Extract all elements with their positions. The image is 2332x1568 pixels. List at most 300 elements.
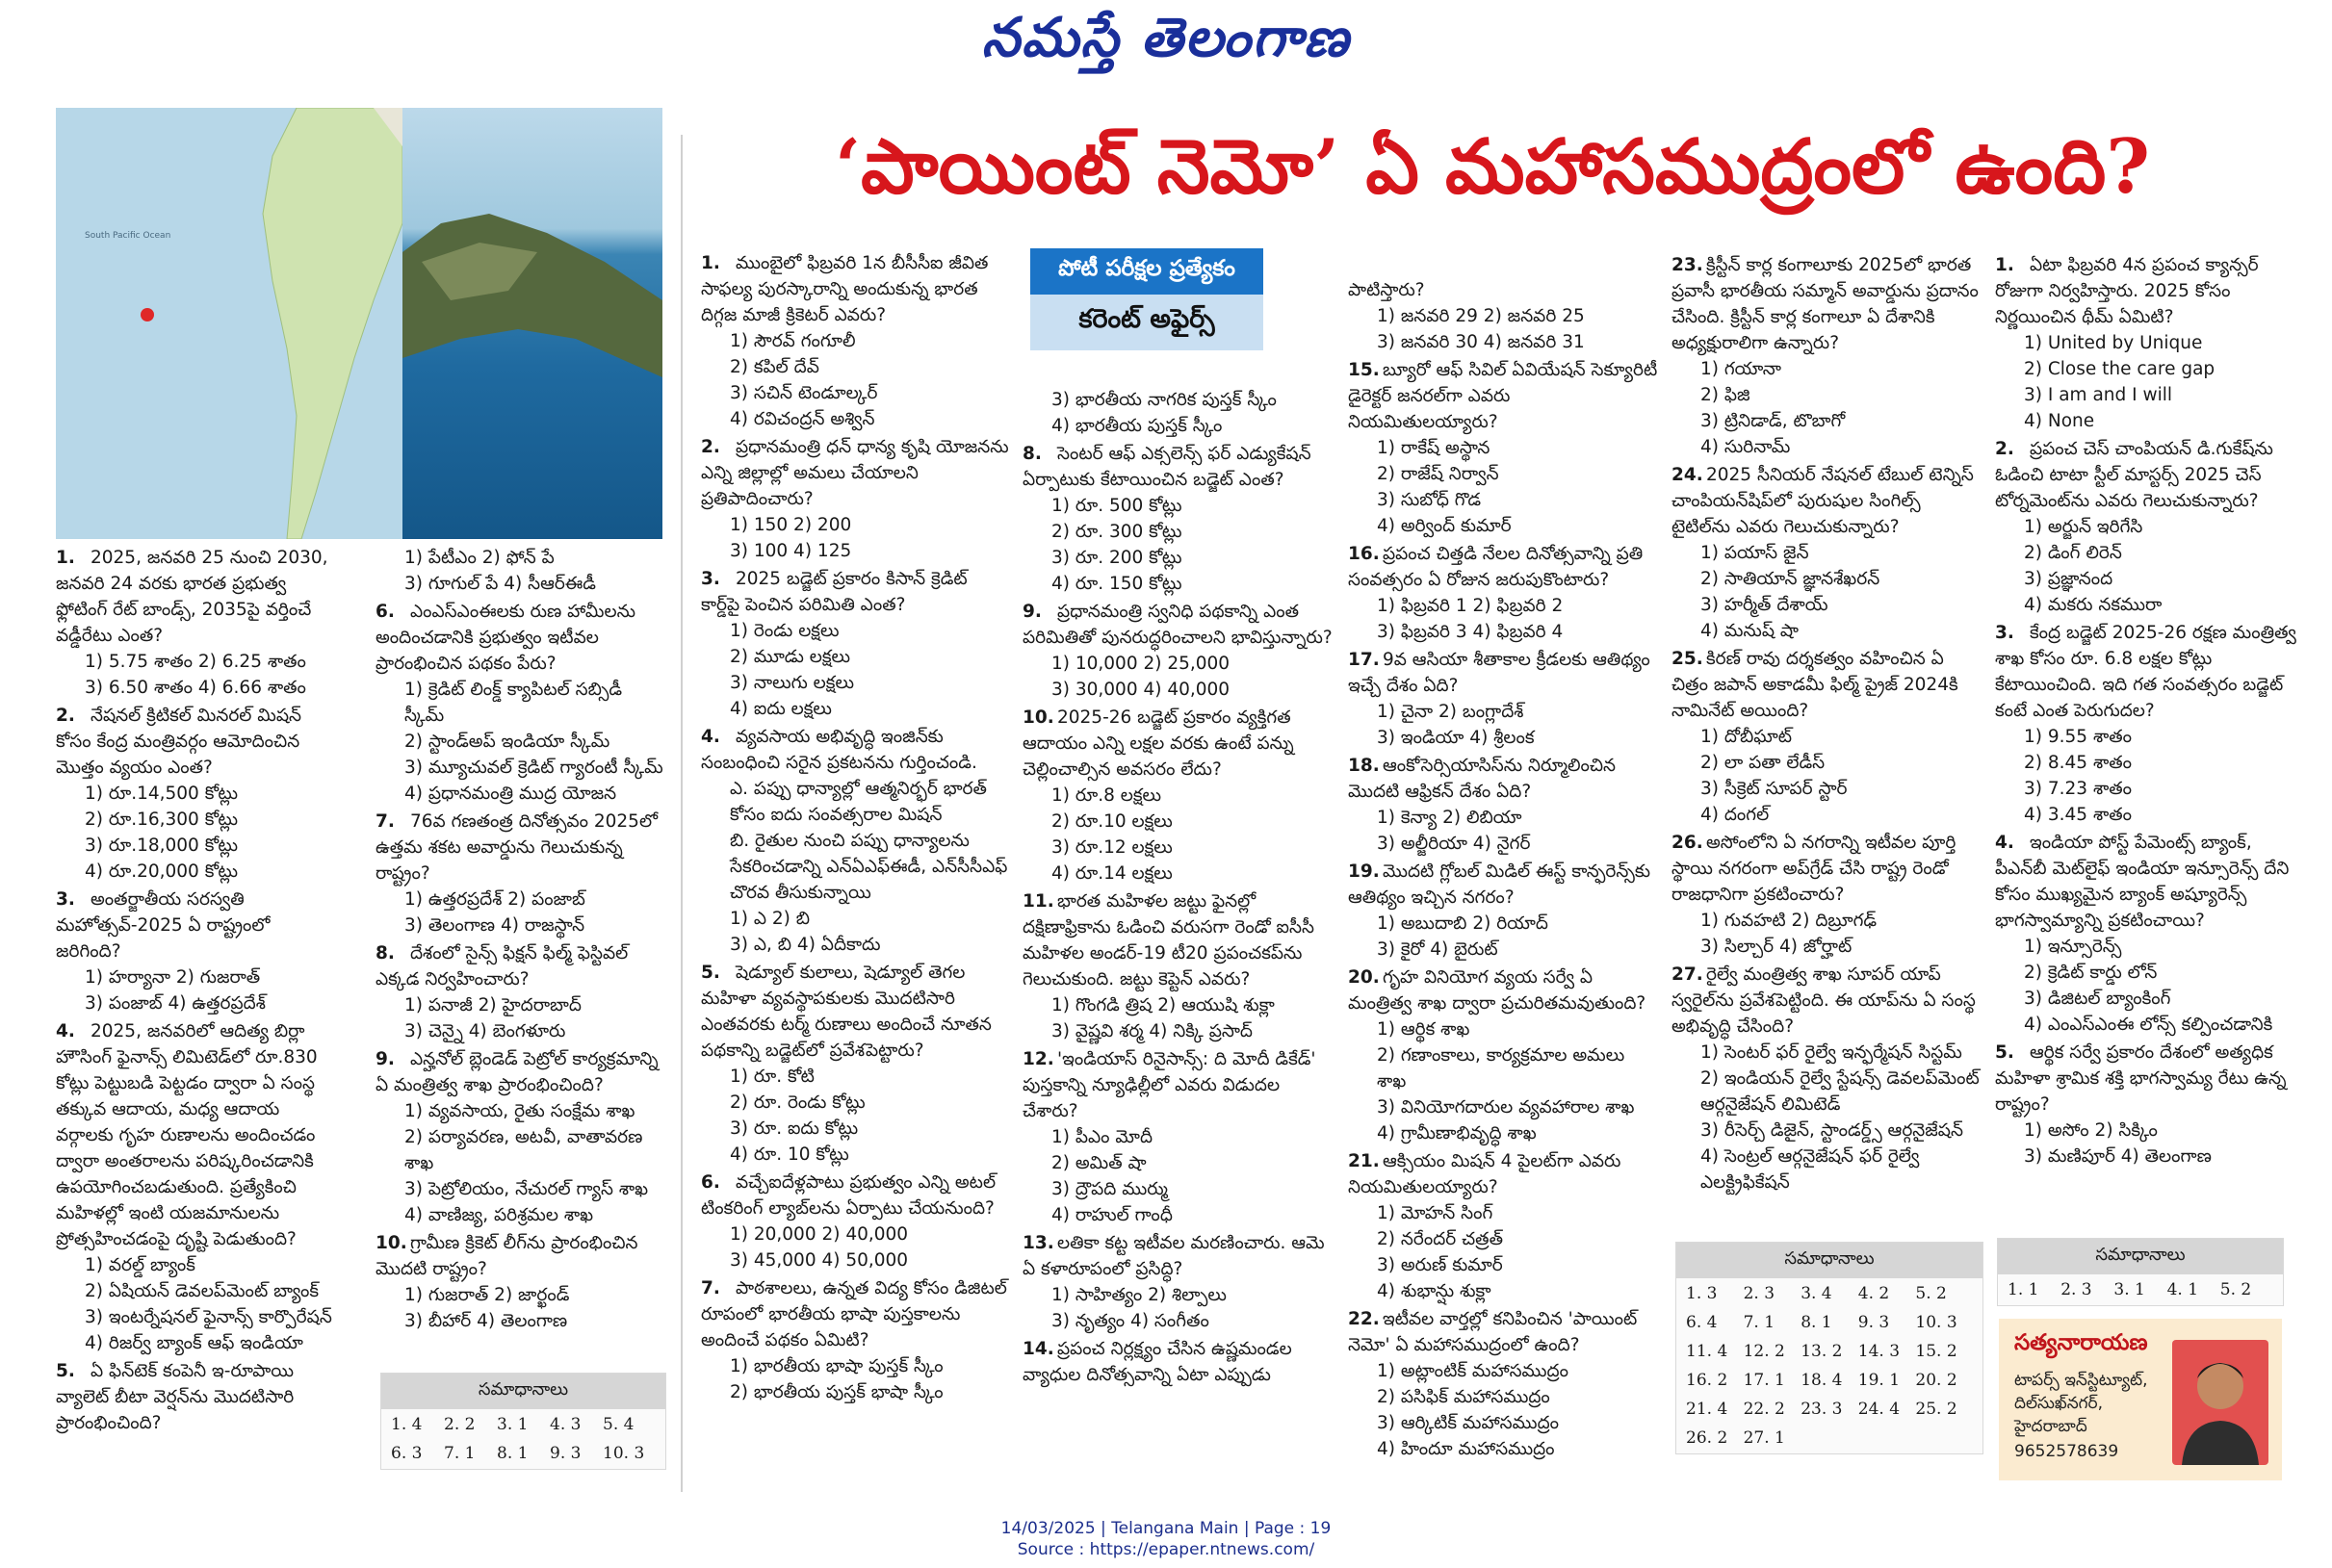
answer-entry: 3. 4 — [1801, 1284, 1832, 1303]
question-number: 23. — [1671, 255, 1703, 275]
question-item — [701, 1170, 1011, 1273]
option-text: 4) రూ.14 లక్షలు — [1051, 863, 1173, 884]
question-item — [376, 1230, 664, 1334]
column-6 — [1671, 252, 1982, 1197]
answer-entry: 1. 1 — [2008, 1280, 2039, 1299]
question-item — [1023, 705, 1333, 887]
answer-entry: 9. 3 — [550, 1444, 582, 1463]
question-number: 18. — [1348, 756, 1380, 776]
option-text: 3) ట్రినిడాడ్, టొబాగో — [1700, 411, 1846, 431]
question-text: ప్రపంచ చిత్తడి నేలల దినోత్సవాన్ని ప్రతి సంవత్సరం ఏ రోజున జరుపుకొంటారు? — [1348, 544, 1644, 590]
question-text: 9వ ఆసియా శీతాకాల క్రీడలకు ఆతిథ్యం ఇచ్చే దేశం ఏది? — [1348, 650, 1650, 696]
option-text: 4) భారతీయ పుస్తక్ స్కీం — [1051, 416, 1223, 436]
badge-bottom-label: కరెంట్ అఫైర్స్ — [1030, 295, 1263, 350]
option-text: 3) రూ.12 లక్షలు — [1051, 837, 1173, 858]
ocean-photo — [402, 108, 662, 539]
answers-title: సమాధానాలు — [381, 1374, 665, 1409]
option-text: 4) రిజర్వ్ బ్యాంక్ ఆఫ్ ఇండియా — [85, 1333, 303, 1353]
option-text: బి. రైతుల నుంచి పప్పు ధాన్యాలను సేకరించడాన్ని ఎన్ఏఎఫ్ఈడీ, ఎన్‌సీసీఎఫ్ చొరవ తీసుకున్నాయి — [730, 831, 1008, 903]
option-text: 3) సచిన్ టెండూల్కర్ — [730, 383, 878, 403]
question-number: 8. — [376, 943, 395, 964]
question-text: సెంటర్ ఆఫ్ ఎక్సలెన్స్ ఫర్ ఎడ్యుకేషన్ ఏర్పాటుకు కేటాయించిన బడ్జెట్ ఎంత? — [1023, 444, 1311, 490]
question-item — [1671, 830, 1982, 960]
option-text: 3) నాలుగు లక్షలు — [730, 673, 854, 693]
answer-entry: 9. 3 — [1857, 1313, 1890, 1332]
question-number: 15. — [1348, 360, 1380, 380]
option-text: 2) క్రెడిట్ కార్డు లోన్ — [2024, 963, 2158, 983]
option-text: 3) మ్యూచువల్ క్రెడిట్ గ్యారంటీ స్కీమ్ — [404, 758, 663, 778]
question-item — [1995, 436, 2301, 618]
question-item — [56, 703, 340, 885]
question-number: 1. — [1995, 255, 2014, 275]
question-item — [1995, 830, 2301, 1038]
answer-entry: 6. 3 — [391, 1444, 423, 1463]
answer-entry: 8. 1 — [497, 1444, 529, 1463]
answer-entry: 7. 1 — [444, 1444, 476, 1463]
answers-box-1 — [380, 1373, 666, 1470]
answer-entry: 5. 4 — [603, 1415, 635, 1434]
answer-entry: 11. 4 — [1686, 1342, 1728, 1361]
question-item — [376, 809, 664, 938]
option-text: 1) కెన్యా 2) లిబియా — [1377, 808, 1522, 828]
option-text: 1) రూ.14,500 కోట్లు — [85, 784, 239, 804]
option-text: 3) గూగుల్ పే 4) సీఆర్ఈడీ — [404, 574, 596, 594]
option-text: 4) రూ. 150 కోట్లు — [1051, 574, 1182, 594]
question-text: వచ్చేఐదేళ్లపాటు ప్రభుత్వం ఎన్ని అటల్ టింకరింగ్ ల్యాబ్‌లను ఏర్పాటు చేయనుంది? — [701, 1172, 997, 1219]
question-item — [1671, 252, 1982, 460]
answer-entry: 27. 1 — [1743, 1428, 1785, 1448]
option-text: 3) రీసెర్చ్ డిజైన్, స్టాండర్డ్స్ ఆర్గనైజేషన్ — [1700, 1120, 1963, 1141]
question-item — [1348, 647, 1658, 751]
question-text: 2025, జనవరిలో ఆదిత్య బిర్లా హౌసింగ్ ఫైనాన్స్ లిమిటెడ్‌లో రూ.830 కోట్లు పెట్టుబడి పెట్టడం ద్వారా ఏ సంస్థ తక్కువ ఆదాయ, మధ్య ఆదాయ వర్గాలకు గృహ రుణాలను అందించడం ద్వారా అంతరాలను పరిష్కరించడానికి ఉపయోగించబడుతుంది. ప్రత్యేకించి మహిళల్లో ఇంటి యజమానులను ప్రోత్సహించడంపై దృష్టి పెడుతుంది? — [56, 1021, 318, 1249]
option-text: 4) గ్రామీణాభివృద్ధి శాఖ — [1377, 1123, 1537, 1144]
option-text: 3) చెన్నై 4) బెంగళూరు — [404, 1021, 566, 1041]
question-text: అసోంలోని ఏ నగరాన్ని ఇటీవల పూర్తి స్థాయి నగరంగా అప్‌గ్రేడ్ చేసి రాష్ట్ర రెండో రాజధానిగా ప్రకటించారు? — [1671, 833, 1956, 905]
option-text: 1) పనాజీ 2) హైదరాబాద్ — [404, 995, 582, 1015]
question-number: 24. — [1671, 465, 1703, 485]
question-number: 22. — [1348, 1309, 1380, 1329]
option-text: 3) I am and I will — [2024, 385, 2173, 405]
option-text: 1) అర్జున్ ఇరిగేసి — [2024, 517, 2143, 537]
option-text: 1) పేటీఎం 2) ఫోన్ పే — [404, 548, 555, 568]
option-text: 3) 45,000 4) 50,000 — [730, 1250, 909, 1271]
question-number: 17. — [1348, 650, 1380, 670]
question-text: ఏ ఫిన్‌టెక్ కంపెనీ ఇ-రూపాయి వ్యాలెట్ బీటా వెర్షన్‌ను మొదటిసారి ప్రారంభించింది? — [56, 1361, 295, 1433]
answers-title: సమాధానాలు — [1998, 1239, 2283, 1274]
option-text: 2) నరేందర్ చత్రత్ — [1377, 1229, 1503, 1249]
column-1 — [56, 545, 340, 1438]
world-map — [56, 108, 402, 539]
answer-entry: 3. 1 — [2113, 1280, 2145, 1299]
answer-entry: 26. 2 — [1686, 1428, 1728, 1448]
option-text: 1) రూ.8 లక్షలు — [1051, 785, 1162, 806]
option-text: 1) ఉత్తరప్రదేశ్ 2) పంజాబ్ — [404, 889, 585, 910]
option-text: 1) రూ. 500 కోట్లు — [1051, 496, 1182, 516]
question-number: 2. — [56, 706, 75, 726]
question-item — [1671, 462, 1982, 644]
question-number: 6. — [376, 602, 395, 622]
question-text: ఆక్సియం మిషన్ 4 పైలట్‌గా ఎవరు నియమితులయ్యారు? — [1348, 1151, 1621, 1197]
question-text: 2025-26 బడ్జెట్ ప్రకారం వ్యక్తిగత ఆదాయం ఎన్ని లక్షల వరకు ఉంటే పన్ను చెల్లించాల్సిన అవసరం లేదు? — [1023, 707, 1294, 780]
option-text: 1) ఫిబ్రవరి 1 2) ఫిబ్రవరి 2 — [1377, 596, 1564, 616]
question-text: ఎన్హనోల్ బ్లెండెడ్ పెట్రోల్ కార్యక్రమాన్ని ఏ మంత్రిత్వ శాఖ ప్రారంభించింది? — [376, 1049, 659, 1095]
option-text: 4) వాణిజ్య, పరిశ్రమల శాఖ — [404, 1205, 594, 1225]
option-text: 2) లా పతా లేడీస్ — [1700, 753, 1826, 773]
question-number: 3. — [1995, 623, 2014, 643]
question-item — [1348, 541, 1658, 645]
location-pin-icon — [141, 308, 154, 321]
question-number: 5. — [1995, 1042, 2014, 1063]
question-text: ముంబైలో ఫిబ్రవరి 1న బీసీసీఐ జీవిత సాఫల్య పురస్కారాన్ని అందుకున్న భారత దిగ్గజ మాజీ క్రికెటర్ ఎవరు? — [701, 253, 989, 325]
question-number: 19. — [1348, 861, 1380, 882]
column-2 — [376, 545, 664, 1336]
column-5 — [1348, 277, 1658, 1464]
question-number: 7. — [376, 811, 395, 832]
question-number: 12. — [1023, 1049, 1054, 1069]
question-text: ప్రపంచ చెస్ చాంపియన్ డి.గుకేష్‌ను ఓడించి టాటా స్టీల్ మాస్టర్స్ 2025 చెస్ టోర్నమెంట్‌ను ఎవరు గెలుచుకున్నారు? — [1995, 439, 2273, 511]
question-item — [1348, 1306, 1658, 1462]
option-text: 4) అర్వింద్ కుమార్ — [1377, 516, 1512, 536]
question-number: 7. — [701, 1278, 720, 1298]
option-text: 4) None — [2024, 411, 2095, 431]
answer-entry: 3. 1 — [497, 1415, 529, 1434]
question-text: ప్రపంచ నిర్లక్ష్యం చేసిన ఉష్ణమండల వ్యాధుల దినోత్సవాన్ని ఏటా ఎప్పుడు — [1023, 1339, 1292, 1385]
answers-box-3 — [1997, 1238, 2284, 1306]
answer-entry: 2. 2 — [444, 1415, 476, 1434]
option-text: 3) పెట్రోలియం, నేచురల్ గ్యాస్ శాఖ — [404, 1179, 649, 1199]
option-text: 3) తెలంగాణ 4) రాజస్థాన్ — [404, 915, 585, 936]
option-text: 1) ఎ 2) బి — [730, 909, 811, 929]
option-text: 4) సెంట్రల్ ఆర్గనైజేషన్ ఫర్ రైల్వే ఎలక్ట్రిఫికేషన్ — [1700, 1146, 1920, 1193]
option-text: 3) డిజిటల్ బ్యాంకింగ్ — [2024, 989, 2171, 1009]
option-text: 1) వ్యవసాయ, రైతు సంక్షేమ శాఖ — [404, 1101, 635, 1121]
question-item — [1995, 252, 2301, 434]
question-text: రైల్వే మంత్రిత్వ శాఖ సూపర్ యాప్ స్వరైల్‌ను ప్రవేశపెట్టింది. ఈ యాప్‌ను ఏ సంస్థ అభివృద్ధి చేసింది? — [1671, 964, 1976, 1037]
question-number: 5. — [56, 1361, 75, 1381]
option-text: 1) అబుదాబి 2) రియాద్ — [1377, 913, 1548, 934]
question-text: అంతర్జాతీయ సరస్వతి మహోత్సవ్-2025 ఏ రాష్ట్రంలో జరిగింది? — [56, 889, 271, 962]
question-item — [1995, 1040, 2301, 1170]
question-number: 10. — [376, 1233, 407, 1253]
question-text: గ్రామీణ క్రికెట్ లీగ్‌ను ప్రారంభించిన మొదటి రాష్ట్రం? — [376, 1233, 638, 1279]
option-text: 2) 8.45 శాతం — [2024, 753, 2133, 773]
option-text: 3) ఇండియా 4) శ్రీలంక — [1377, 728, 1535, 748]
question-number: 9. — [1023, 602, 1042, 622]
option-text: 1) అట్లాంటిక్ మహాసముద్రం — [1377, 1361, 1568, 1381]
option-text: 3) సుబోధ్ గొడ — [1377, 490, 1482, 510]
option-text: 3) ఇంటర్నేషనల్ ఫైనాన్స్ కార్పొరేషన్ — [85, 1307, 332, 1327]
option-text: 3) జనవరి 30 4) జనవరి 31 — [1377, 332, 1585, 352]
option-text: 3) బీహార్ 4) తెలంగాణ — [404, 1311, 568, 1331]
answer-entry: 18. 4 — [1801, 1371, 1843, 1390]
option-text: 3) వైష్ణవి శర్మ 4) నిక్కి ప్రసాద్ — [1051, 1021, 1253, 1041]
option-text: 4) హిందూ మహాసముద్రం — [1377, 1439, 1555, 1459]
question-text: 'ఇండియాస్ రినైసాన్స్: ది మోదీ డికేడ్' పుస్తకాన్ని న్యూఢిల్లీలో ఎవరు విడుదల చేశారు? — [1023, 1049, 1316, 1121]
question-item — [376, 599, 664, 807]
option-text: 1) అసోం 2) సిక్కిం — [2024, 1120, 2158, 1141]
question-item — [1023, 441, 1333, 597]
answer-entry: 23. 3 — [1801, 1400, 1843, 1419]
question-item — [1023, 1230, 1333, 1334]
answer-entry: 19. 1 — [1857, 1371, 1901, 1390]
question-item — [376, 940, 664, 1044]
question-text: షెడ్యూల్ కులాలు, షెడ్యూల్ తెగల మహిళా వ్యవస్థాపకులకు మొదటిసారి ఎంతవరకు టర్మ్ రుణాలు అందించే నూతన పథకాన్ని బడ్జెట్‌లో ప్రవేశపెట్టారు? — [701, 963, 992, 1061]
question-number: 11. — [1023, 891, 1054, 912]
column-3 — [701, 250, 1011, 1407]
question-item — [56, 1018, 340, 1356]
option-text: 1) మోహన్ సింగ్ — [1377, 1203, 1493, 1223]
answer-entry: 5. 2 — [2219, 1280, 2252, 1299]
option-text: 2) ఫిజి — [1700, 385, 1750, 405]
masthead: నమస్తే తెలంగాణ — [981, 6, 1351, 69]
option-text: 2) పర్యావరణ, అటవీ, వాతావరణ శాఖ — [404, 1127, 643, 1173]
option-text: 1) రెండు లక్షలు — [730, 621, 840, 641]
question-item — [56, 887, 340, 1016]
option-text: 3) 100 4) 125 — [730, 541, 852, 561]
question-text: దేశంలో సైన్స్ ఫిక్షన్ ఫిల్మ్ ఫెస్టివల్ ఎక్కడ నిర్వహించారు? — [376, 943, 629, 990]
option-text: 2) డింగ్ లిరెన్ — [2024, 543, 2122, 563]
option-text: 2) మూడు లక్షలు — [730, 647, 851, 667]
option-text: 1) గయానా — [1700, 359, 1782, 379]
author-area: దిల్‌సుఖ్‌నగర్, — [2014, 1394, 2104, 1413]
answer-entry: 2. 3 — [2060, 1280, 2092, 1299]
question-text: 2025 సీనియర్ నేషనల్ టేబుల్ టెన్నిస్ చాంపియన్‌షిప్‌లో పురుషుల సింగిల్స్ టైటిల్‌ను ఎవరు గెలుచుకున్నారు? — [1671, 465, 1974, 537]
answers-box-2 — [1675, 1242, 1983, 1454]
question-item — [1348, 1148, 1658, 1304]
question-text: పాఠశాలలు, ఉన్నత విద్య కోసం డిజిటల్ రూపంలో భారతీయ భాషా పుస్తకాలను అందించే పథకం ఏమిటి? — [701, 1278, 1007, 1350]
question-text: క్రిస్టీన్ కార్ల కంగాలూకు 2025లో భారత ప్రవాసీ భారతీయ సమ్మాన్ అవార్డును ప్రదానం చేసింది. క్రిస్టీన్ కార్ల కంగాలూ ఏ దేశానికి అధ్యక్షురాలిగా ఉన్నారు? — [1671, 255, 1979, 353]
question-number: 5. — [701, 963, 720, 983]
column-4 — [1023, 387, 1333, 1390]
question-number: 4. — [701, 727, 720, 747]
option-text: 3) మణిపూర్ 4) తెలంగాణ — [2024, 1146, 2212, 1167]
question-number: 4. — [1995, 833, 2014, 853]
answer-entry: 14. 3 — [1857, 1342, 1901, 1361]
author-city: హైదరాబాద్ — [2014, 1417, 2087, 1436]
question-number: 6. — [701, 1172, 720, 1193]
answer-entry: 1. 4 — [391, 1415, 423, 1434]
option-text: 1) సెంటర్ ఫర్ రైల్వే ఇన్ఫర్మేషన్ సిస్టమ్ — [1700, 1042, 1962, 1063]
option-text: 3) ఎ, బి 4) ఏదీకాదు — [730, 935, 881, 955]
question-text: ఆంకోసెర్సియాసిస్‌ను నిర్మూలించిన మొదటి ఆఫ్రికన్ దేశం ఏది? — [1348, 756, 1616, 802]
option-text: 1) ఇన్సూరెన్స్ — [2024, 937, 2122, 957]
question-text: లతికా కట్ట ఇటీవల మరణించారు. ఆమె ఏ కళారూపంలో ప్రసిద్ధి? — [1023, 1233, 1325, 1279]
option-text: 2) పసిఫిక్ మహాసముద్రం — [1377, 1387, 1550, 1407]
option-text: 1) 20,000 2) 40,000 — [730, 1224, 909, 1245]
answer-entry: 1. 3 — [1686, 1284, 1718, 1303]
option-text: 4) ప్రధానమంత్రి ముద్ర యోజన — [404, 784, 617, 804]
option-text: 3) ఆర్కిటిక్ మహాసముద్రం — [1377, 1413, 1560, 1433]
answer-entry: 6. 4 — [1686, 1313, 1718, 1332]
question-text: వ్యవసాయ అభివృద్ధి ఇంజిన్‌కు సంబంధించి సరైన ప్రకటనను గుర్తించండి. — [701, 727, 977, 773]
author-phone: 9652578639 — [2014, 1442, 2119, 1461]
option-text: 3) హర్మీత్ దేశాయ్ — [1700, 595, 1828, 615]
question-number: 4. — [56, 1021, 75, 1041]
option-text: 4) మనుష్ షా — [1700, 621, 1799, 641]
option-text: 2) గణాంకాలు, కార్యక్రమాల అమలు శాఖ — [1377, 1045, 1625, 1092]
option-text: 3) వినియోగదారుల వ్యవహారాల శాఖ — [1377, 1097, 1635, 1118]
answer-entry: 15. 2 — [1915, 1342, 1957, 1361]
point-nemo-map-image — [56, 108, 662, 539]
option-text: 3) రూ.18,000 కోట్లు — [85, 835, 239, 856]
option-text: 2) రూ.10 లక్షలు — [1051, 811, 1173, 832]
question-item — [1348, 357, 1658, 539]
option-text: 2) రూ. రెండు కోట్లు — [730, 1092, 866, 1113]
option-text: 2) రూ.16,300 కోట్లు — [85, 810, 239, 830]
option-text: 1) హర్యానా 2) గుజరాత్ — [85, 967, 261, 988]
option-text: 2) కపిల్ దేవ్ — [730, 357, 819, 377]
option-text: 3) అరుణ్ కుమార్ — [1377, 1255, 1503, 1275]
question-number: 20. — [1348, 967, 1380, 988]
south-america-map-icon — [56, 108, 402, 539]
question-text: ఇండియా పోస్ట్ పేమెంట్స్ బ్యాంక్, పీఎన్‌బీ మెట్‌లైఫ్ ఇండియా ఇన్సూరెన్స్ దేని కోసం ముఖ్యమైన బ్యాంక్ అష్యూరెన్స్ భాగస్వామ్యాన్ని ప్రకటించాయి? — [1995, 833, 2290, 931]
answer-entry: 2. 3 — [1743, 1284, 1775, 1303]
question-item — [1023, 387, 1333, 439]
option-text: 2) ఇండియన్ రైల్వే స్టేషన్స్ డెవలప్‌మెంట్ ఆర్గనైజేషన్ లిమిటెడ్ — [1700, 1068, 1980, 1115]
question-item — [701, 434, 1011, 564]
question-text: ఆర్థిక సర్వే ప్రకారం దేశంలో అత్యధిక మహిళా శ్రామిక శక్తి భాగస్వామ్య రేటు ఉన్న రాష్ట్రం? — [1995, 1042, 2287, 1115]
question-item — [1995, 620, 2301, 828]
answer-entry: 10. 3 — [1915, 1313, 1957, 1332]
option-text: 1) భారతీయ భాషా పుస్తక్ స్కీం — [730, 1356, 944, 1376]
option-text: 3) రూ. 200 కోట్లు — [1051, 548, 1182, 568]
option-text: 3) 30,000 4) 40,000 — [1051, 680, 1231, 700]
answer-entry: 16. 2 — [1686, 1371, 1728, 1390]
option-text: 2) భారతీయ పుస్తక్ భాషా స్కీం — [730, 1382, 944, 1402]
option-text: 2) అమిత్ షా — [1051, 1153, 1147, 1173]
option-text: 3) ద్రౌపది ముర్ము — [1051, 1179, 1168, 1199]
option-text: 4) రూ. 10 కోట్లు — [730, 1144, 849, 1165]
option-text: 3) ఫిబ్రవరి 3 4) ఫిబ్రవరి 4 — [1377, 622, 1564, 642]
answer-entry: 10. 3 — [603, 1444, 645, 1463]
option-text: 2) సాతియాన్ జ్ఞానశేఖరన్ — [1700, 569, 1880, 589]
question-number: 2. — [701, 437, 720, 457]
option-text: 1) 5.75 శాతం 2) 6.25 శాతం — [85, 652, 306, 672]
question-item — [1023, 1046, 1333, 1228]
option-text: 3) 7.23 శాతం — [2024, 779, 2133, 799]
option-text: 3) పంజాబ్ 4) ఉత్తరప్రదేశ్ — [85, 993, 266, 1014]
option-text: 3) కైరో 4) బైరుట్ — [1377, 939, 1498, 960]
answers-title: సమాధానాలు — [1676, 1243, 1982, 1278]
question-item — [376, 1046, 664, 1228]
question-number: 26. — [1671, 833, 1703, 853]
question-item — [1671, 962, 1982, 1195]
option-text: 4) రూ.20,000 కోట్లు — [85, 861, 239, 882]
author-box — [1999, 1319, 2282, 1480]
question-item — [376, 545, 664, 597]
answer-entry: 22. 2 — [1743, 1400, 1785, 1419]
question-text: గృహ వినియోగ వ్యయ సర్వే ఏ మంత్రిత్వ శాఖ ద్వారా ప్రచురితమవుతుంది? — [1348, 967, 1646, 1014]
option-text: 4) దంగల్ — [1700, 805, 1770, 825]
question-number: 25. — [1671, 649, 1703, 669]
question-text: ప్రధానమంత్రి ధన్ ధాన్య కృషి యోజనను ఎన్ని జిల్లాల్లో అమలు చేయాలని ప్రతిపాదించారు? — [701, 437, 1009, 509]
question-item — [1348, 859, 1658, 963]
question-item — [701, 250, 1011, 432]
question-number: 3. — [701, 569, 720, 589]
badge-top-label: పోటీ పరీక్షల ప్రత్యేకం — [1030, 248, 1263, 295]
option-text: 3) నృత్యం 4) సంగీతం — [1051, 1311, 1209, 1331]
option-text: 3) ప్రజ్ఞానంద — [2024, 569, 2113, 589]
option-text: 1) 150 2) 200 — [730, 515, 852, 535]
question-number: 2. — [1995, 439, 2014, 459]
question-number: 13. — [1023, 1233, 1054, 1253]
question-item — [701, 960, 1011, 1168]
option-text: 1) గొంగడి త్రిష 2) ఆయుషి శుక్లా — [1051, 995, 1275, 1015]
headline: ‘పాయింట్ నెమో’ ఏ మహాసముద్రంలో ఉంది? — [835, 123, 2150, 211]
footer-date: 14/03/2025 | Telangana Main | Page : 19 — [1000, 1519, 1332, 1538]
question-number: 8. — [1023, 444, 1042, 464]
option-text: 1) సౌరవ్ గంగూలీ — [730, 331, 856, 351]
question-text: ఇటీవల వార్తల్లో కనిపించిన 'పాయింట్ నెమో' ఏ మహాసముద్రంలో ఉంది? — [1348, 1309, 1638, 1355]
question-number: 9. — [376, 1049, 395, 1069]
option-text: 3) 6.50 శాతం 4) 6.66 శాతం — [85, 678, 306, 698]
question-text: 2025 బడ్జెట్ ప్రకారం కిసాన్ క్రెడిట్ కార్డ్‌పై పెంచిన పరిమితి ఎంత? — [701, 569, 968, 615]
footer-source: Source : https://epaper.ntnews.com/ — [1017, 1540, 1315, 1559]
option-text: 3) రూ. ఐదు కోట్లు — [730, 1118, 859, 1139]
option-text: 1) United by Unique — [2024, 333, 2203, 353]
question-item — [56, 545, 340, 701]
option-text: 2) రాజేష్ నిర్వాన్ — [1377, 464, 1499, 484]
question-text: కేంద్ర బడ్జెట్ 2025-26 రక్షణ మంత్రిత్వ శాఖ కోసం రూ. 6.8 లక్షల కోట్లు కేటాయించింది. ఇది గత సంవత్సరం బడ్జెట్ కంటే ఎంత పెరుగుదల? — [1995, 623, 2296, 721]
option-text: 1) వరల్డ్ బ్యాంక్ — [85, 1255, 195, 1275]
option-text: 4) రాహుల్ గాంధీ — [1051, 1205, 1173, 1225]
question-item — [701, 566, 1011, 722]
question-text: 2025, జనవరి 25 నుంచి 2030, జనవరి 24 వరకు భారత ప్రభుత్వ ఫ్లోటింగ్ రేట్ బాండ్స్, 2035పై వర్తించే వడ్డీరేటు ఎంత? — [56, 548, 328, 646]
question-item — [1023, 888, 1333, 1044]
answer-entry: 4. 1 — [2166, 1280, 2199, 1299]
author-institute: టాపర్స్ ఇన్‌స్టిట్యూట్, — [2014, 1371, 2148, 1390]
option-text: 1) సాహిత్యం 2) శిల్పాలు — [1051, 1285, 1227, 1305]
answer-entry: 7. 1 — [1743, 1313, 1775, 1332]
option-text: 1) దోబీఘాట్ — [1700, 727, 1793, 747]
question-text: కిరణ్ రావు దర్శకత్వం వహించిన ఏ చిత్రం జపాన్ అకాడమీ ఫిల్మ్ ప్రైజ్ 2024కి నామినేట్ అయింది? — [1671, 649, 1958, 721]
question-item — [1348, 277, 1658, 355]
question-item — [1348, 753, 1658, 857]
question-number: 3. — [56, 889, 75, 910]
answer-entry: 5. 2 — [1915, 1284, 1947, 1303]
question-text: 76వ గణతంత్ర దినోత్సవం 2025లో ఉత్తమ శకట అవార్డును గెలుచుకున్న రాష్ట్రం? — [376, 811, 658, 884]
question-item — [1023, 599, 1333, 703]
column-divider — [681, 135, 683, 1492]
option-text: 4) రవిచంద్రన్ అశ్విన్ — [730, 409, 875, 429]
option-text: 4) శుభాన్షు శుక్లా — [1377, 1281, 1491, 1301]
question-text: మొదటి గ్లోబల్ మిడిల్ ఈస్ట్ కాన్ఫరెన్స్‌కు ఆతిథ్యం ఇచ్చిన నగరం? — [1348, 861, 1650, 908]
question-number: 21. — [1348, 1151, 1380, 1171]
option-text: 1) గువహటి 2) దిబ్రూగఢ్ — [1700, 911, 1878, 931]
option-text: 1) రూ. కోటి — [730, 1067, 815, 1087]
option-text: 1) జనవరి 29 2) జనవరి 25 — [1377, 306, 1585, 326]
option-text: 4) ఎంఎస్ఎంఈ లోన్స్ కల్పించడానికి — [2024, 1015, 2273, 1035]
question-text: ఏటా ఫిబ్రవరి 4న ప్రపంచ క్యాన్సర్ రోజుగా నిర్వహిస్తారు. 2025 కోసం నిర్ణయించిన థీమ్ ఏమిటి? — [1995, 255, 2259, 327]
option-text: 1) క్రెడిట్ లింక్డ్ క్యాపిటల్ సబ్సిడీ స్కీమ్ — [404, 680, 623, 726]
question-text: నేషనల్ క్రిటికల్ మినరల్ మిషన్ కోసం కేంద్ర మంత్రివర్గం ఆమోదించిన మొత్తం వ్యయం ఎంత? — [56, 706, 302, 778]
answer-entry: 12. 2 — [1743, 1342, 1785, 1361]
option-text: 1) పీఎం మోదీ — [1051, 1127, 1153, 1147]
section-badge — [1030, 248, 1263, 350]
question-text: ఎంఎస్ఎంఈలకు రుణ హామీలను అందించడానికి ప్రభుత్వం ఇటీవల ప్రారంభించిన పథకం పేరు? — [376, 602, 636, 674]
question-number: 1. — [56, 548, 75, 568]
answer-entry: 17. 1 — [1743, 1371, 1785, 1390]
question-item — [701, 724, 1011, 958]
author-name: సత్యనారాయణ — [2014, 1330, 2148, 1355]
option-text: 3) అల్జీరియా 4) నైగర్ — [1377, 834, 1531, 854]
option-text: 1) రాకేష్ అస్థాన — [1377, 438, 1490, 458]
answer-entry: 25. 2 — [1915, 1400, 1957, 1419]
question-text: ప్రధానమంత్రి స్వనిధి పథకాన్ని ఎంత పరిమితితో పునరుద్ధరించాలని భావిస్తున్నారు? — [1023, 602, 1333, 648]
option-text: 1) గుజరాత్ 2) జార్ఖండ్ — [404, 1285, 570, 1305]
question-item — [1671, 646, 1982, 828]
option-text: 2) స్టాండ్అప్ ఇండియా స్కీమ్ — [404, 732, 610, 752]
